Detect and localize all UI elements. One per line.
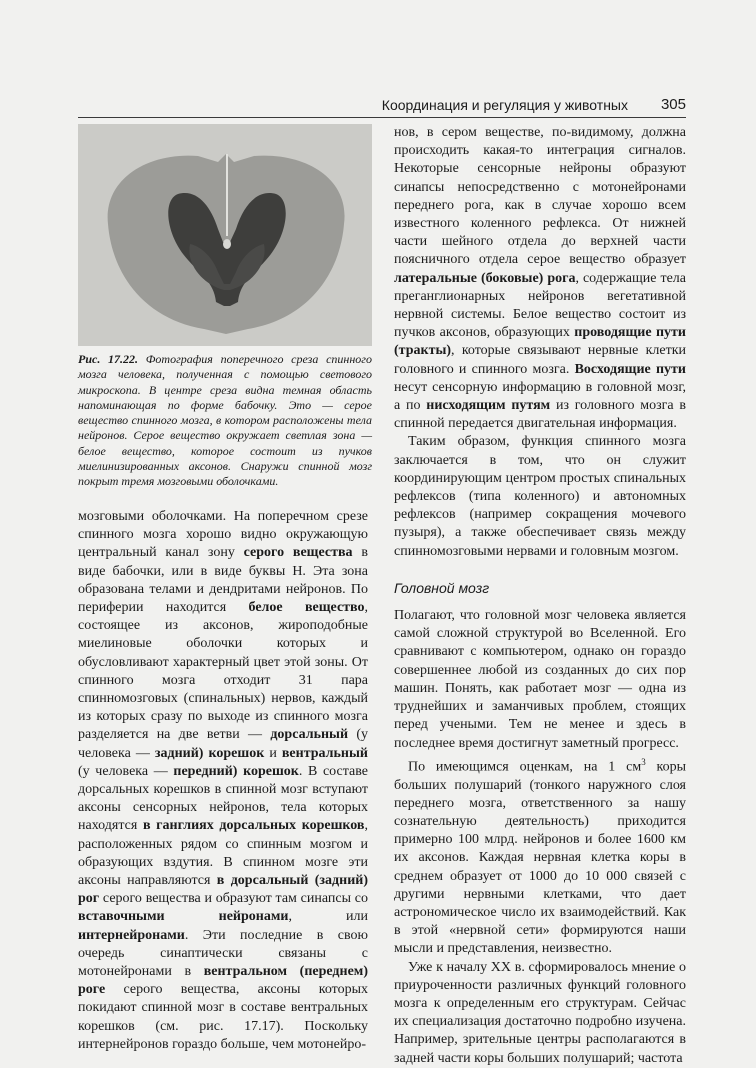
right-paragraph-4: По имеющимся оценкам, на 1 $см^3$ коры больших полушарий (тонкого наружного слоя переднего мозга, ответственного за нашу сознательную деятельность) приходится примерно 100 млрд. нейронов и более 1600 км их аксонов. Каждая нервная клетка коры в среднем образует от 1000 до 10 000 связей с другими нервными клетками, что дает астрономическое число их взаимодействий. Как в этой «нервной сети» формируются наши мысли и представления, неизвестно. xyxy=(394,756,687,957)
figure-caption xyxy=(78,352,372,490)
right-paragraph-1: нов, в сером веществе, по-видимому, должна происходить какая-то интеграция сигналов. Некоторые сенсорные нейроны образуют синапсы непосредственно с мотонейронами переднего рога, как в случае хорошо всем известного коленного рефлекса. От нижней части шейного отдела до верхней части поясничного отдела серое вещество образует латеральные (боковые) рога, содержащие тела преганглионарных нейронов вегетативной нервной системы. Белое вещество состоит из пучков аксонов, образующих проводящие пути (тракты), которые связывают нервные клетки головного и спинного мозга. Восходящие пути несут сенсорную информацию в головной мозг, а по нисходящим путям из головного мозга в спинной передается двигательная информация. xyxy=(394,125,686,432)
page-number: 305 xyxy=(660,96,686,113)
spinal-cord-photo xyxy=(78,124,372,346)
section-heading: Головной мозг xyxy=(394,579,490,596)
right-paragraph-5: Уже к началу XX в. сформировалось мнение о приуроченности различных функций головного мозга к определенным его структурам. Сейчас их специализация достаточно подробно изучена. Например, зрительные центры располагаются в задней части коры больших полушарий; частота xyxy=(394,959,686,1066)
figure-caption-text: Фотография поперечного среза спинного мозга человека, полученная с помощью светового микроскопа. В центре среза видна темная область напоминающая по форме бабочку. Это — серое вещество спинного мозга, в котором расположены тела нейронов. Серое вещество окружает светлая зона — белое вещество, которое состоит из пучков миелинизированных аксонов. Снаружи спинной мозг покрыт тремя мозговыми оболочками. xyxy=(78,352,372,489)
running-header-title: Координация и регуляция у животных xyxy=(381,97,628,113)
left-column xyxy=(78,508,368,1054)
running-header xyxy=(78,95,686,118)
figure-label: Рис. 17.22. xyxy=(78,352,139,366)
right-paragraph-2: Таким образом, функция спинного мозга заключается в том, что он служит координирующим центром простых спинальных рефлексов (типа коленного) и автономных рефлексов (например сокращения мочевого пузыря), а также обеспечивает связь между спинномозговыми нервами и головным мозгом. xyxy=(394,434,686,559)
right-paragraph-3: Полагают, что головной мозг человека является самой сложной структурой во Вселенной. Его сравнивают с компьютером, однако он гораздо совершеннее любой из созданных до сих пор машин. Понять, как работает мозг — одна из труднейших и заманчивых проблем, стоящих перед учеными. Тем не менее и здесь в последнее время достигнут заметный прогресс. xyxy=(394,608,686,751)
left-paragraph: мозговыми оболочками. На поперечном срезе спинного мозга хорошо видно окружающую центральный канал зону серого вещества в виде бабочки, или в виде буквы Н. Эта зона образована телами и дендритами нейронов. По периферии находится белое вещество, состоящее из аксонов, жироподобные миелиновые оболочки которых и обусловливают характерный цвет этой зоны. От спинного мозга отходит 31 пара спинномозговых (спинальных) нервов, каждый из которых сразу по выходе из спинного мозга разделяется на две ветви — дорсальный (у человека — задний) корешок и вентральный (у человека — передний) корешок. В составе дорсальных корешков в спинной мозг вступают аксоны сенсорных нейронов, тела которых находятся в ганглиях дорсальных корешков, расположенных рядом со спинным мозгом и образующих вздутия. В спинном мозге эти аксоны направляются в дорсальный (задний) рог серого вещества и образуют там синапсы со вставочными нейронами, или интернейронами. Эти последние в свою очередь синаптически связаны с мотонейронами в вентральном (переднем) роге серого вещества, аксоны которых покидают спинной мозг в составе вентральных корешков (см. рис. 17.17). Поскольку интернейронов гораздо больше, чем мотонейро- xyxy=(78,509,369,1052)
right-column xyxy=(394,124,686,1068)
